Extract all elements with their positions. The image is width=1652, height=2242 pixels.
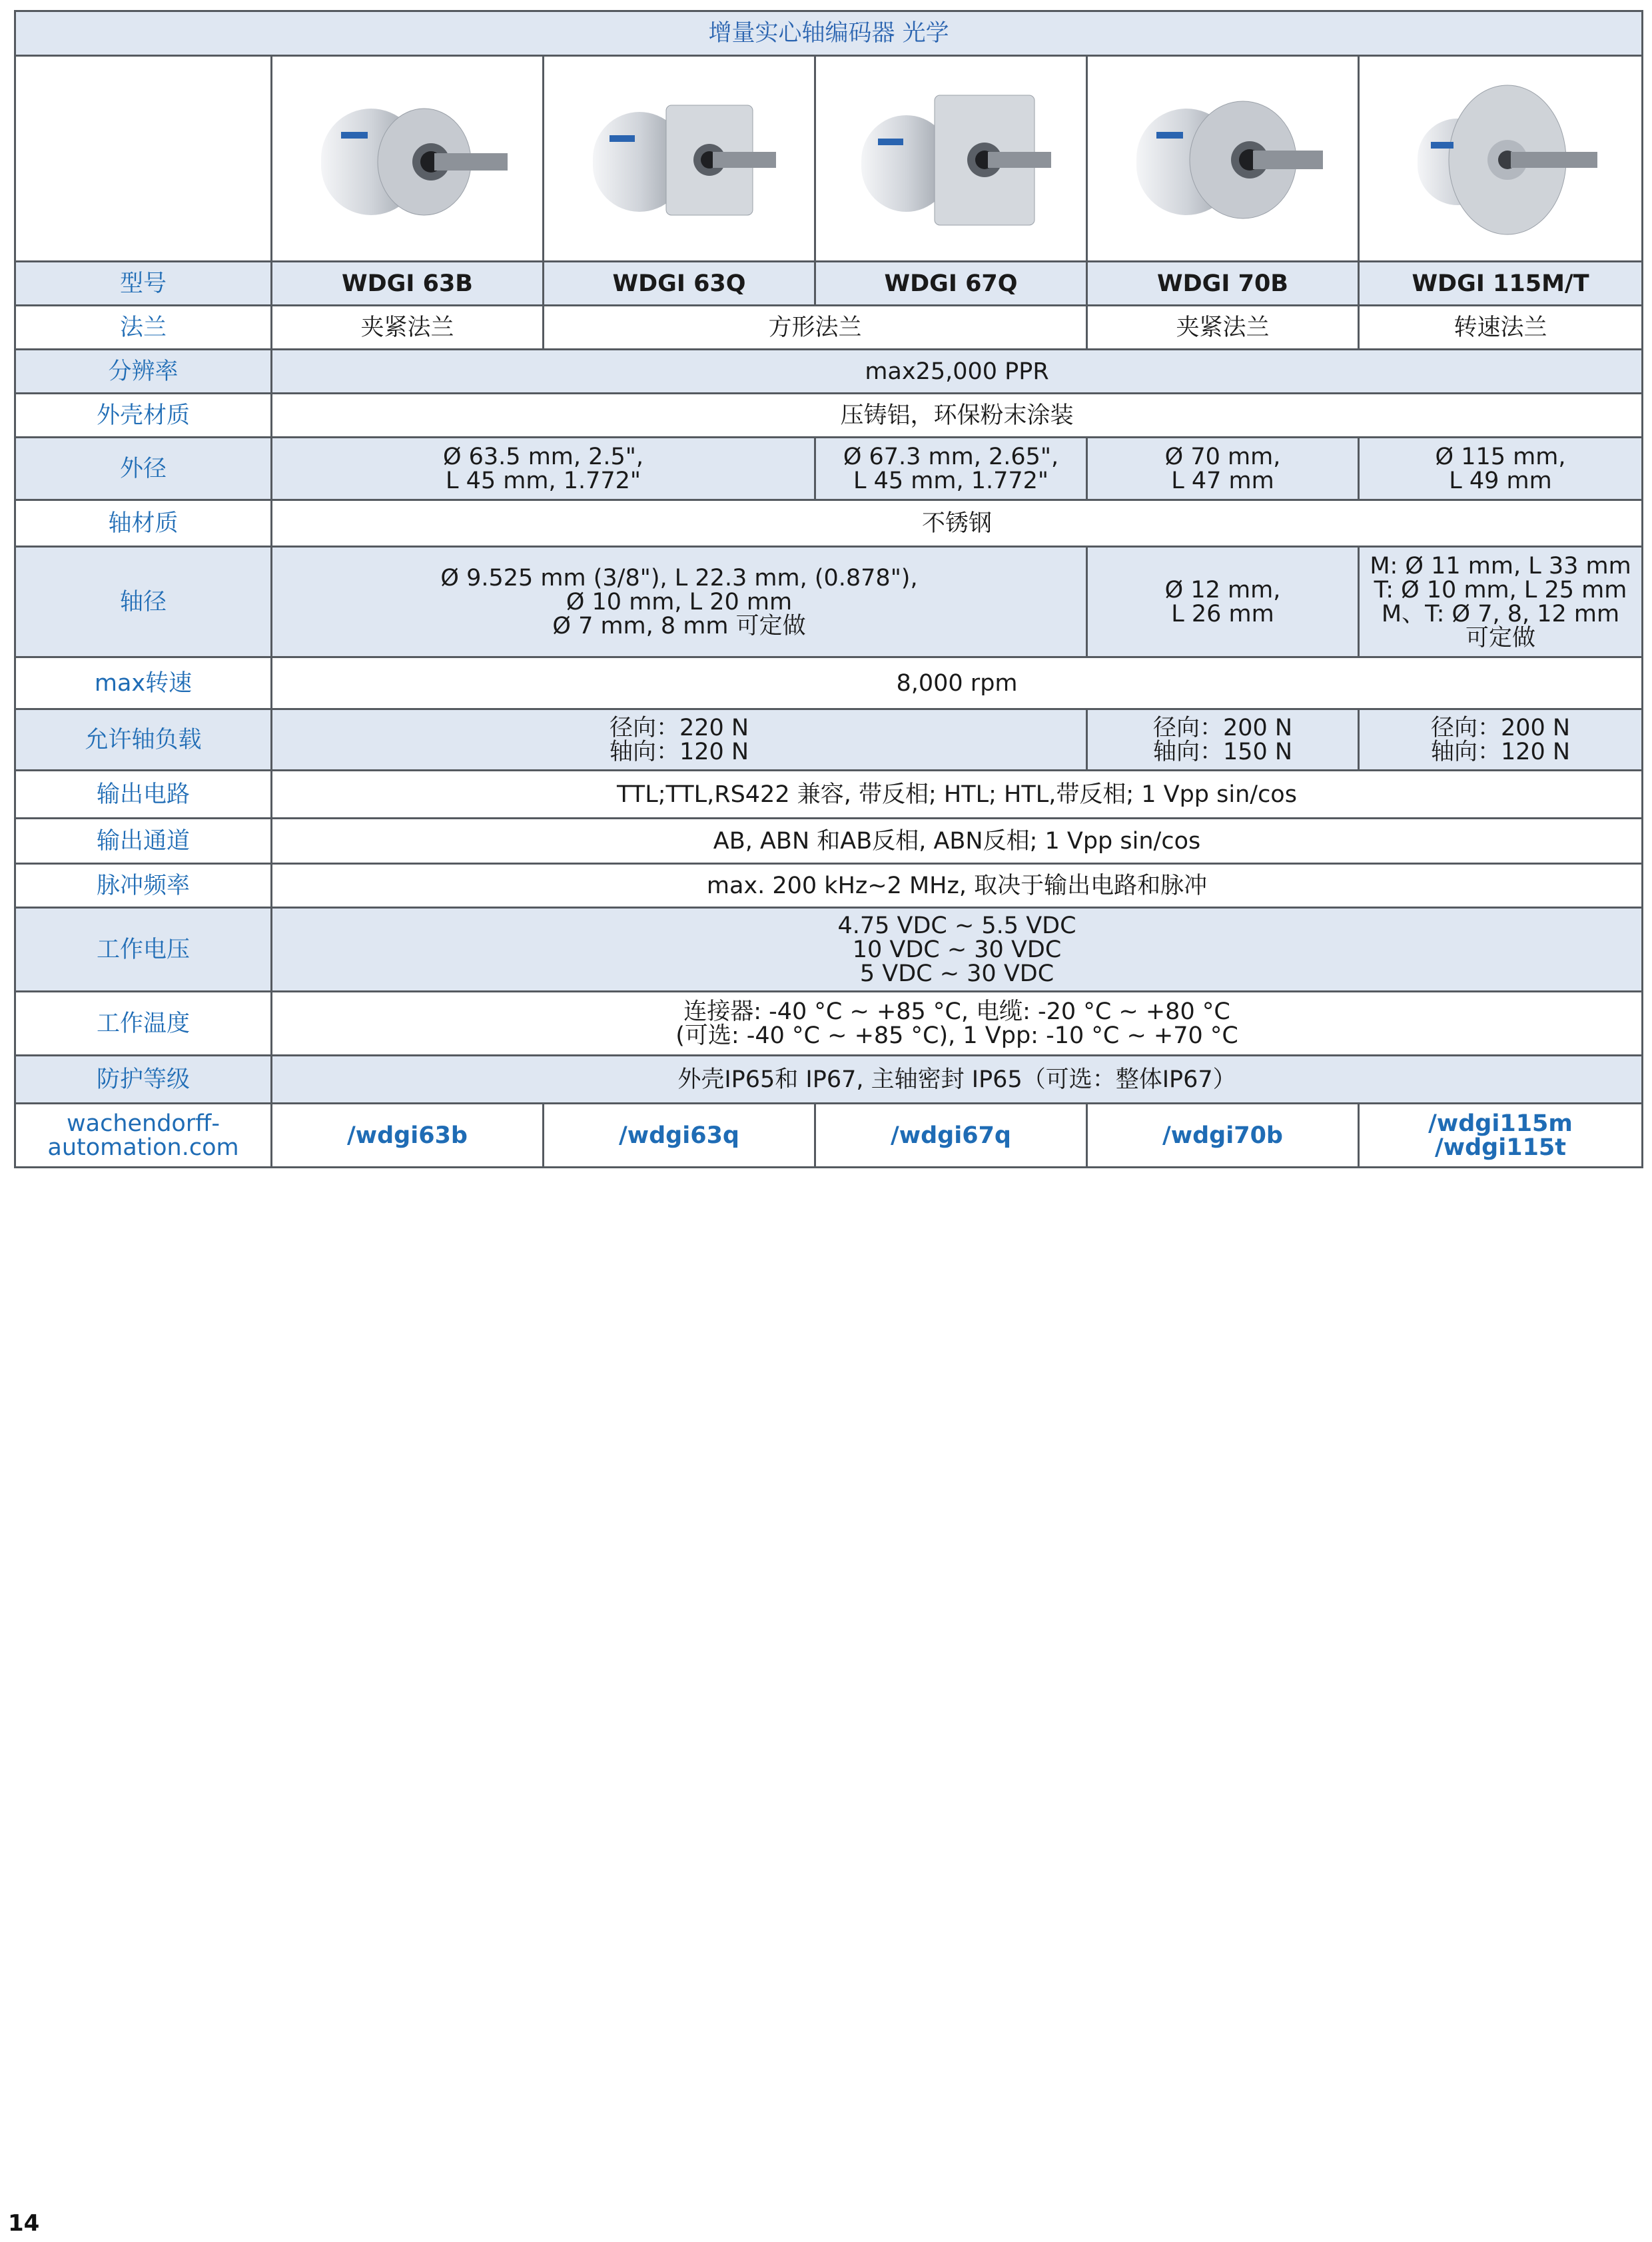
load-3	[1359, 709, 1643, 771]
protection-value: 外壳IP65和 IP67, 主轴密封 IP65（可选：整体IP67）	[272, 1056, 1643, 1104]
link-wdgi115	[1359, 1104, 1643, 1168]
circuit-value: TTL;TTL,RS422 兼容, 带反相; HTL; HTL,带反相; 1 Vpp sin/cos	[272, 771, 1643, 819]
shaft-1-line-2: Ø 10 mm, L 20 mm	[566, 588, 793, 615]
diameter-4-line-1: Ø 115 mm,	[1435, 443, 1566, 470]
flange-1: 夹紧法兰	[272, 306, 544, 350]
load-1	[272, 709, 1087, 771]
label-temperature: 工作温度	[15, 992, 272, 1056]
housing-value: 压铸铝，环保粉末涂装	[272, 394, 1643, 438]
frequency-value: max. 200 kHz~2 MHz, 取决于输出电路和脉冲	[272, 864, 1643, 908]
diameter-4	[1359, 438, 1643, 500]
label-protection: 防护等级	[15, 1056, 272, 1104]
diameter-1-line-2: L 45 mm, 1.772"	[445, 467, 641, 494]
flange-4: 转速法兰	[1359, 306, 1643, 350]
label-channels: 输出通道	[15, 819, 272, 864]
temperature-line-2: (可选: -40 °C ~ +85 °C), 1 Vpp: -10 °C ~ +70 °C	[675, 1022, 1238, 1049]
voltage-line-1: 4.75 VDC ~ 5.5 VDC	[837, 912, 1076, 939]
load-3-line-2: 轴向：120 N	[1430, 738, 1571, 765]
shaft-3-line-2: T: Ø 10 mm, L 25 mm	[1374, 576, 1627, 603]
shaft-2	[1087, 547, 1359, 657]
shaft-3	[1359, 547, 1643, 657]
label-voltage: 工作电压	[15, 908, 272, 992]
spec-table	[14, 10, 1643, 1168]
link-wdgi115m[interactable]: /wdgi115m	[1428, 1110, 1573, 1137]
shaft-1-line-3: Ø 7 mm, 8 mm 可定做	[552, 612, 806, 639]
label-flange: 法兰	[15, 306, 272, 350]
model-1: WDGI 63B	[272, 262, 544, 306]
temperature-value	[272, 992, 1643, 1056]
diameter-2-line-2: L 45 mm, 1.772"	[853, 467, 1049, 494]
voltage-value	[272, 908, 1643, 992]
channels-value: AB, ABN 和AB反相, ABN反相; 1 Vpp sin/cos	[272, 819, 1643, 864]
shaft-1-line-1: Ø 9.525 mm (3/8"), L 22.3 mm, (0.878"),	[440, 564, 918, 591]
label-model: 型号	[15, 262, 272, 306]
load-3-line-1: 径向：200 N	[1430, 714, 1571, 741]
encoder-63q-photo	[544, 56, 815, 262]
shaft-2-line-2: L 26 mm	[1171, 600, 1274, 627]
label-housing: 外壳材质	[15, 394, 272, 438]
speed-value: 8,000 rpm	[272, 657, 1643, 709]
website-label: wachendorff-automation.com	[15, 1104, 272, 1168]
link-wdgi67q[interactable]: /wdgi67q	[815, 1104, 1087, 1168]
label-circuit: 输出电路	[15, 771, 272, 819]
label-speed: max转速	[15, 657, 272, 709]
model-2: WDGI 63Q	[544, 262, 815, 306]
diameter-2-line-1: Ø 67.3 mm, 2.65",	[843, 443, 1059, 470]
diameter-3-line-2: L 47 mm	[1171, 467, 1274, 494]
resolution-value: max25,000 PPR	[272, 350, 1643, 394]
shaft-3-line-1: M: Ø 11 mm, L 33 mm	[1370, 552, 1631, 579]
table-title: 增量实心轴编码器 光学	[15, 11, 1643, 56]
diameter-3	[1087, 438, 1359, 500]
diameter-1	[272, 438, 815, 500]
link-wdgi63b[interactable]: /wdgi63b	[272, 1104, 544, 1168]
encoder-115mt-photo	[1359, 56, 1643, 262]
model-3: WDGI 67Q	[815, 262, 1087, 306]
load-2-line-1: 径向：200 N	[1152, 714, 1293, 741]
flange-3: 夹紧法兰	[1087, 306, 1359, 350]
model-5: WDGI 115M/T	[1359, 262, 1643, 306]
encoder-63b-photo	[272, 56, 544, 262]
shaft-3-line-4: 可定做	[1465, 624, 1536, 651]
load-2-line-2: 轴向：150 N	[1152, 738, 1293, 765]
temperature-line-1: 连接器: -40 °C ~ +85 °C, 电缆: -20 °C ~ +80 °C	[683, 998, 1230, 1025]
shaft-2-line-1: Ø 12 mm,	[1164, 576, 1281, 603]
link-wdgi115t[interactable]: /wdgi115t	[1435, 1134, 1567, 1161]
encoder-70b-photo	[1087, 56, 1359, 262]
link-wdgi70b[interactable]: /wdgi70b	[1087, 1104, 1359, 1168]
shaft-1	[272, 547, 1087, 657]
label-resolution: 分辨率	[15, 350, 272, 394]
voltage-line-3: 5 VDC ~ 30 VDC	[859, 960, 1054, 987]
label-diameter: 外径	[15, 438, 272, 500]
encoder-67q-photo	[815, 56, 1087, 262]
diameter-4-line-2: L 49 mm	[1449, 467, 1552, 494]
diameter-1-line-1: Ø 63.5 mm, 2.5",	[442, 443, 644, 470]
label-shaft-material: 轴材质	[15, 500, 272, 547]
label-load: 允许轴负载	[15, 709, 272, 771]
label-frequency: 脉冲频率	[15, 864, 272, 908]
model-4: WDGI 70B	[1087, 262, 1359, 306]
page-number: 14	[8, 2210, 40, 2237]
flange-2: 方形法兰	[544, 306, 1087, 350]
image-spacer	[15, 56, 272, 262]
load-1-line-1: 径向：220 N	[609, 714, 749, 741]
link-wdgi63q[interactable]: /wdgi63q	[544, 1104, 815, 1168]
shaft-3-line-3: M、T: Ø 7, 8, 12 mm	[1381, 600, 1620, 627]
load-2	[1087, 709, 1359, 771]
shaft-material-value: 不锈钢	[272, 500, 1643, 547]
voltage-line-2: 10 VDC ~ 30 VDC	[852, 936, 1062, 963]
load-1-line-2: 轴向：120 N	[609, 738, 749, 765]
label-shaft: 轴径	[15, 547, 272, 657]
diameter-3-line-1: Ø 70 mm,	[1164, 443, 1281, 470]
diameter-2	[815, 438, 1087, 500]
